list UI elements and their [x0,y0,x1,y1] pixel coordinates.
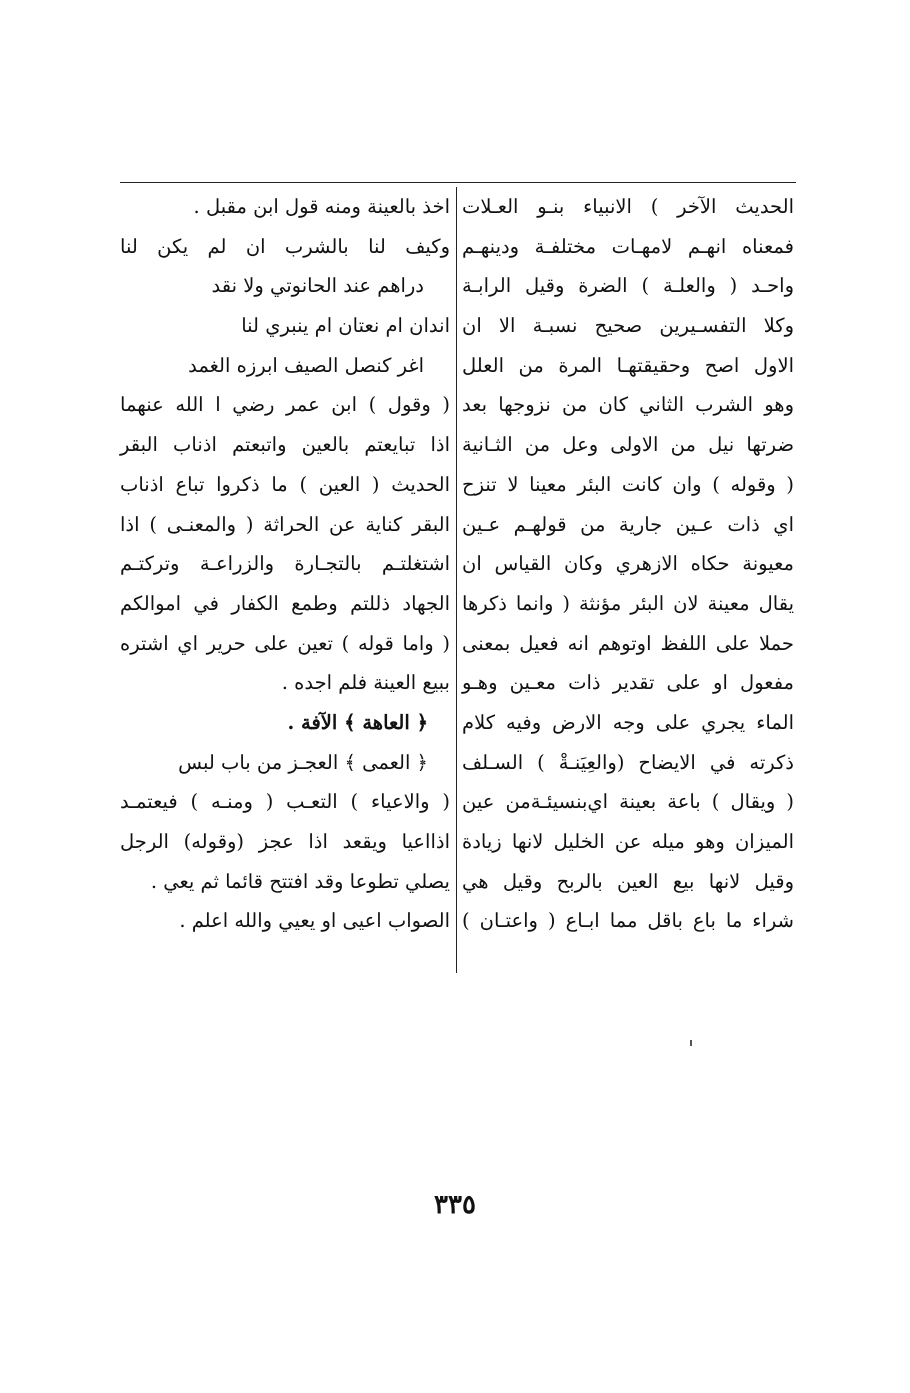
text-line: اذا تبايعتم بالعين واتبعتم اذناب البقر [120,433,450,457]
text-line: الاول اصح وحقيقتهـا المرة من العلل [462,353,794,377]
verse-line: وكيف لنا بالشرب ان لم يكن لنا [120,234,450,258]
verse-line: اغر كنصل الصيف ابرزه الغمد [188,353,424,377]
entry-heading-line: ﴿ العمى ﴾ العجـز من باب لبس [178,750,428,774]
text-line: اخذ بالعينة ومنه قول ابن مقبل . [193,195,450,218]
text-line: ببيع العينة فلم اجده . [281,671,450,695]
text-line: اشتغلتـم بالتجـارة والزراعـة وتركتـم [120,552,450,576]
text-line: اذااعيا ويقعد اذا عجز (وقوله) الرجل [120,830,450,853]
text-line: وهو الشرب الثاني كان من نزوجها بعد [462,393,794,417]
text-line: وقيل لانها بيع العين بالربح وقيل هي [462,869,794,893]
text-line: البقر كناية عن الحراثة ( والمعنـى ) اذا [120,512,450,536]
column-divider [456,187,457,973]
text-line: وكلا التفسـيرين صحيح نسبـة الا ان [462,314,794,338]
verse-line: دراهم عند الحانوتي ولا نقد [211,274,424,298]
text-line: اي ذات عـين جارية من قولهـم عـين [462,512,794,536]
text-line: يصلي تطوعا وقد افتتح قائما ثم يعي . [150,869,450,893]
entry-heading-line: ﴿ العاهة ﴾ الآفة . [287,710,428,734]
text-line: الماء يجري على وجه الارض وفيه كلام [462,710,794,734]
text-line: مفعول او على تقدير ذات معـين وهـو [462,671,794,695]
text-line: الحديث ( العين ) ما ذكروا تباع اذناب [120,472,450,496]
left-column [120,187,450,941]
text-line: ( ويقال ) باعة بعينة اي‌بنسيئـةمن عين [462,790,794,814]
text-line: معيونة حكاه الازهري وكان القياس ان [462,552,794,576]
text-line: الصواب اعيى او يعيي والله اعلم . [179,909,450,933]
top-rule [120,182,796,183]
text-line: ضرتها نيل من الاولى وعل من الثـانية [462,433,794,457]
text-line: حملا على اللفظ اوتوهم انه فعيل بمعنى [462,631,794,655]
text-line: الحديث الآخر ) الانبياء بنـو العـلات [462,195,794,218]
text-line: واحـد ( والعلـة ) الضرة وقيل الرابـة [462,274,794,298]
text-line: يقال معينة لان البئر مؤنثة ( وانما ذكرها [462,591,794,615]
print-speck [690,1040,692,1046]
right-column [462,187,794,941]
text-line: ( واما قوله ) تعين على حرير اي اشتره [120,631,450,655]
text-line: ( والاعياء ) التعـب ( ومنـه ) فيعتمـد [120,790,450,814]
text-line: شراء ما باع باقل مما ابـاع ( واعتـان ) [462,909,794,933]
page-number: ٣٣٥ [434,1190,476,1220]
text-line: الجهاد ذللتم وطمع الكفار في اموالكم [120,591,450,615]
text-line: ( وقول ) ابن عمر رضي ا الله عنهما [120,393,450,417]
text-line: ذكرته في الايضاح (والعِيَنـةْ ) السـلف [462,750,794,774]
verse-line: اندان ام نعتان ام ينبري لنا [241,314,450,338]
text-line: الميزان وهو ميله عن الخليل لانها زيادة [462,830,794,853]
text-line: فمعناه انهـم لامهـات مختلفـة ودينهـم [462,234,794,258]
text-line: ( وقوله ) وان كانت البئر معينا لا تنزح [462,472,794,496]
